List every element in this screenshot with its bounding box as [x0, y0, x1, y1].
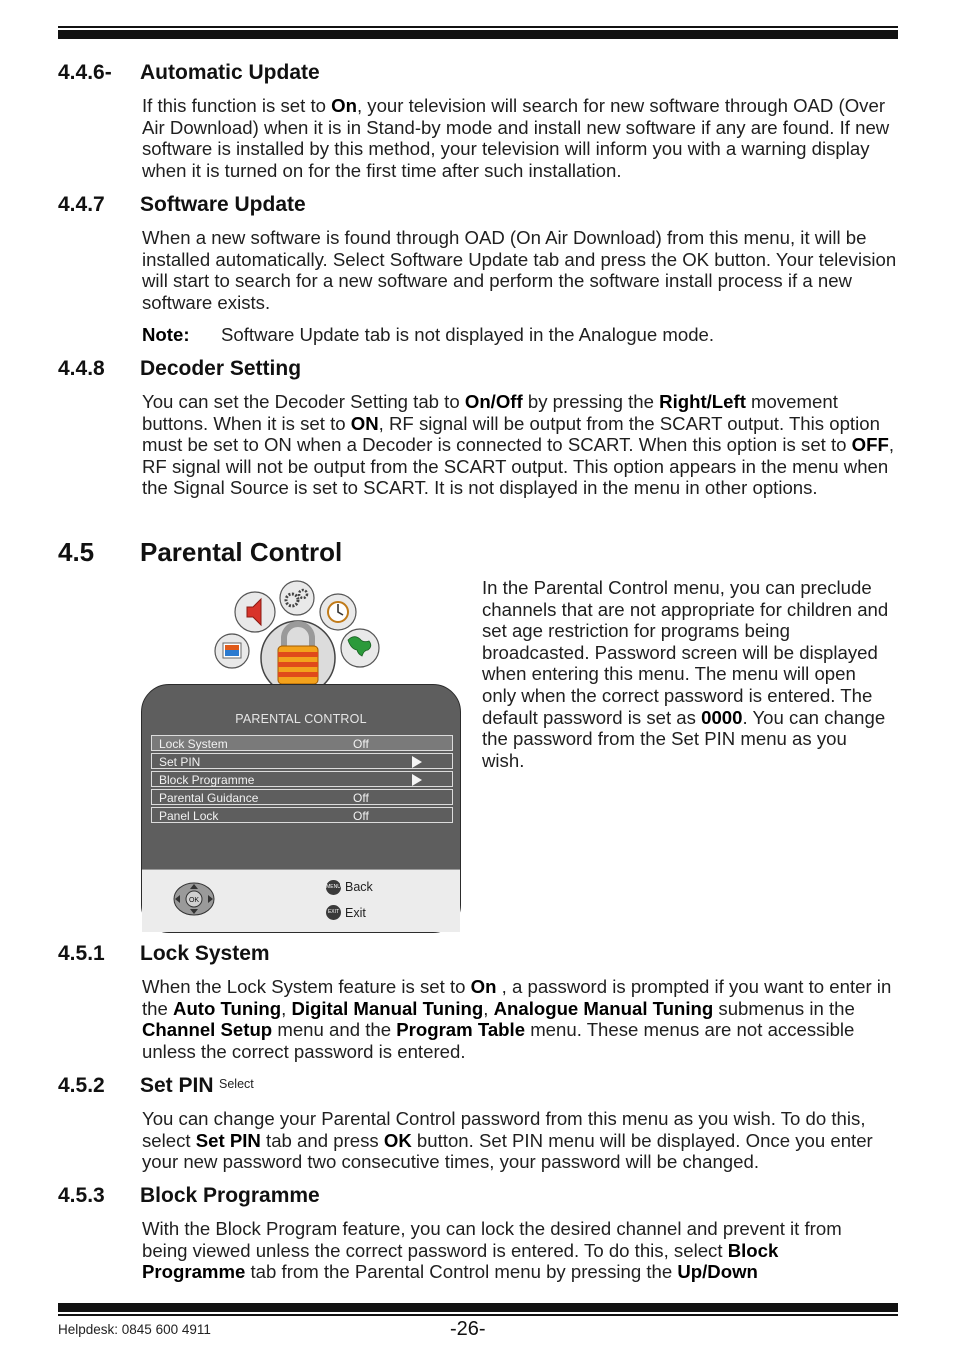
footer-exit-label: Exit — [345, 906, 366, 920]
menu-item-panel-lock[interactable]: Panel Lock Off — [151, 807, 453, 823]
top-rule — [58, 26, 898, 39]
paragraph-decoder-setting: You can set the Decoder Setting tab to On/Off by pressing the Right/Left movement buttons. When it is set to ON, RF signal will be output from the SCART output. This option must be set to ON when a Decoder is connected to SCART. When this option is set to OFF, RF signal will not be output from the SCART output. This option appears in the menu when the Signal Source is set to SCART. It is not displayed in the menu in other options. — [142, 391, 895, 499]
helpdesk-number: Helpdesk: 0845 600 4911 — [58, 1322, 211, 1337]
menu-item-set-pin[interactable]: Set PIN — [151, 753, 453, 769]
heading-4-4-7: 4.4.7 Software Update — [58, 193, 306, 216]
heading-4-5: 4.5 Parental Control — [58, 537, 343, 567]
menu-key-icon: MENU — [326, 880, 341, 895]
menu-item-parental-guidance[interactable]: Parental Guidance Off — [151, 789, 453, 805]
menu-icons-cluster — [210, 582, 400, 694]
arrow-right-icon — [412, 774, 422, 786]
heading-4-5-2: 4.5.2 Set PIN — [58, 1074, 214, 1097]
paragraph-software-update: When a new software is found through OAD (On Air Download) from this menu, it will be installed automatically. Select Software Update tab and press the OK button. Your television will start to search for a new software and perform the software install process if a new software exists. — [142, 227, 897, 313]
speaker-icon — [235, 592, 275, 632]
menu-item-block-programme[interactable]: Block Programme — [151, 771, 453, 787]
picture-icon — [215, 634, 249, 668]
arrow-right-icon — [412, 756, 422, 768]
menu-list — [151, 735, 453, 825]
paragraph-set-pin: You can change your Parental Control password from this menu as you wish. To do this, select Set PIN tab and press OK button. Set PIN menu will be displayed. Once you enter your new password two consecutive times, your password will be changed. — [142, 1108, 873, 1173]
paragraph-automatic-update: If this function is set to On, your television will search for new software through OAD (Over Air Download) when it is in Stand-by mode and install new software if any are found. If new software is installed by this method, your television will inform you with a warning display when it is turned on for the first time after such installation. — [142, 95, 890, 181]
heading-4-4-8: 4.4.8 Decoder Setting — [58, 357, 302, 380]
note-software-update: Note: Software Update tab is not displayed in the Analogue mode. — [142, 324, 715, 345]
gears-icon — [280, 581, 314, 615]
footer-back-label: Back — [345, 880, 373, 894]
menu-title: PARENTAL CONTROL — [235, 712, 367, 726]
paragraph-block-programme: With the Block Program feature, you can lock the desired channel and prevent it from being viewed unless the correct password is entered. To do this, select Block Programme tab from the Parental Control menu by pressing the Up/Down — [142, 1218, 842, 1283]
exit-key-icon: EXIT — [326, 905, 341, 920]
heading-4-5-1: 4.5.1 Lock System — [58, 942, 270, 965]
menu-item-lock-system[interactable]: Lock System Off — [151, 735, 453, 751]
paragraph-parental-control: In the Parental Control menu, you can preclude channels that are not appropriate for children and set age restriction for programs being broadcasted. Password screen will be displayed when entering this menu. The menu will open only when the correct password is entered. The default password is set as 0000. You can change the password from the Set PIN menu as you wish. — [482, 577, 889, 771]
svg-text:OK: OK — [188, 897, 200, 904]
heading-4-4-6: 4.4.6- Automatic Update — [58, 61, 320, 84]
bottom-rule — [58, 1303, 898, 1316]
clock-icon — [320, 594, 356, 630]
paragraph-lock-system: When the Lock System feature is set to On , a password is prompted if you want to enter in the Auto Tuning, Digital Manual Tuning, Analogue Manual Tuning submenus in the Channel Setup menu and the Program Table menu. These menus are not accessible unless the correct password is entered. — [142, 976, 892, 1062]
navigation-pad-icon — [172, 882, 216, 916]
page-number: -26- — [450, 1318, 486, 1340]
footer-select-label: Select — [219, 1077, 254, 1091]
globe-icon — [341, 629, 379, 667]
heading-4-5-3: 4.5.3 Block Programme — [58, 1184, 320, 1207]
